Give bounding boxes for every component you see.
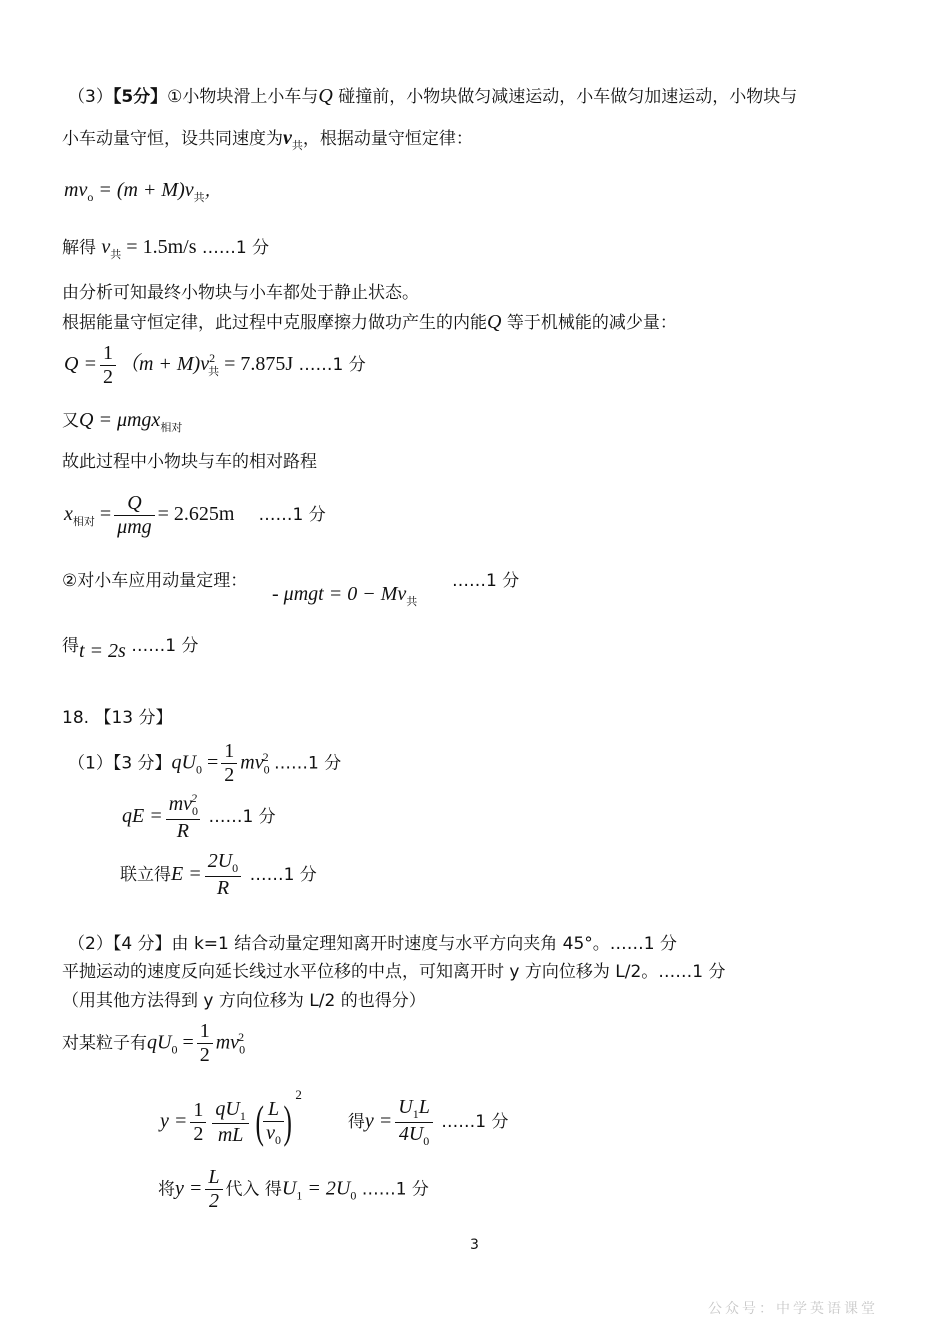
- time-result: 得t = 2s ……1 分: [62, 636, 199, 662]
- momentum-equation: $mv_o = (m + M)v_共$，: [64, 179, 222, 204]
- energy-line: 根据能量守恒定律，此过程中克服摩擦力做功产生的内能Q 等于机械能的减少量：: [62, 311, 677, 333]
- solve-velocity: 解得 $v_共 = 1.5m/s$ ……1 分: [62, 236, 270, 261]
- page-number: 3: [470, 1237, 479, 1253]
- path-line: 故此过程中小物块与车的相对路程: [62, 452, 317, 472]
- q18-part2-line2: 平抛运动的速度反向延长线过水平位移的中点，可知离开时 y 方向位移为 L/2。……1 分: [62, 962, 726, 982]
- impulse-score: ……1 分: [452, 571, 520, 591]
- q18-part2-line3: （用其他方法得到 y 方向位移为 L/2 的也得分）: [62, 991, 426, 1011]
- q18-part1-eq2: qE = $\frac{mv_0^2}{R}$ ……1 分: [122, 791, 276, 842]
- heat-equation: Q = $\frac{1}{2}$ $(m + M)v^2_共 = 7.875J$ ……1 分: [64, 342, 366, 388]
- question-18-title: 18. 【13 分】: [62, 708, 173, 728]
- q18-part1-eq1: （1）【3 分】$qU_0$ = $\frac{1}{2}$ $mv_0^2$ ……1 分: [68, 740, 342, 786]
- static-line: 由分析可知最终小物块与小车都处于静止状态。: [62, 283, 419, 303]
- relative-path-equation: $x_{相对}$ = $\frac{Q}{\text{μmg}}$ = 2.625m ……1 分: [64, 492, 326, 538]
- watermark-text: 公众号：中学英语课堂: [708, 1301, 878, 1317]
- q18-part2-line1: （2）【4 分】由 k=1 结合动量定理知离开时速度与水平方向夹角 45°。……1 分: [68, 934, 678, 954]
- part3-line2: 小车动量守恒，设共同速度为$v_共$，根据动量守恒定律：: [62, 127, 473, 152]
- part3-header: （3）【5分】①小物块滑上小车与Q 碰撞前，小物块做匀减速运动，小车做匀加速运动，小物块与: [68, 85, 798, 107]
- q18-part2-eq3: 将y = $\frac{L}{2}$ 代入 得$U_1 = 2U_0$ ……1 分: [158, 1166, 429, 1212]
- friction-heat: 又Q = μmgx$_{相对}$: [62, 409, 183, 434]
- q18-part2-eq2: y = $\frac{1}{2}$ $\frac{qU_1}{mL}$ ( $\frac{L}{v_0}$ )2得y = $\frac{U_1L}{4U_0}$ ……1 分: [160, 1087, 509, 1148]
- impulse-equation: - $\mu mgt = 0 - Mv_共$: [272, 583, 418, 608]
- q18-part1-eq3: 联立得E = $\frac{2U_0}{R}$ ……1 分: [120, 850, 317, 899]
- impulse-line: ②对小车应用动量定理：: [62, 571, 248, 591]
- q18-part2-eq1: 对某粒子有$qU_0$ = $\frac{1}{2}$ $mv_0^2$: [62, 1020, 246, 1066]
